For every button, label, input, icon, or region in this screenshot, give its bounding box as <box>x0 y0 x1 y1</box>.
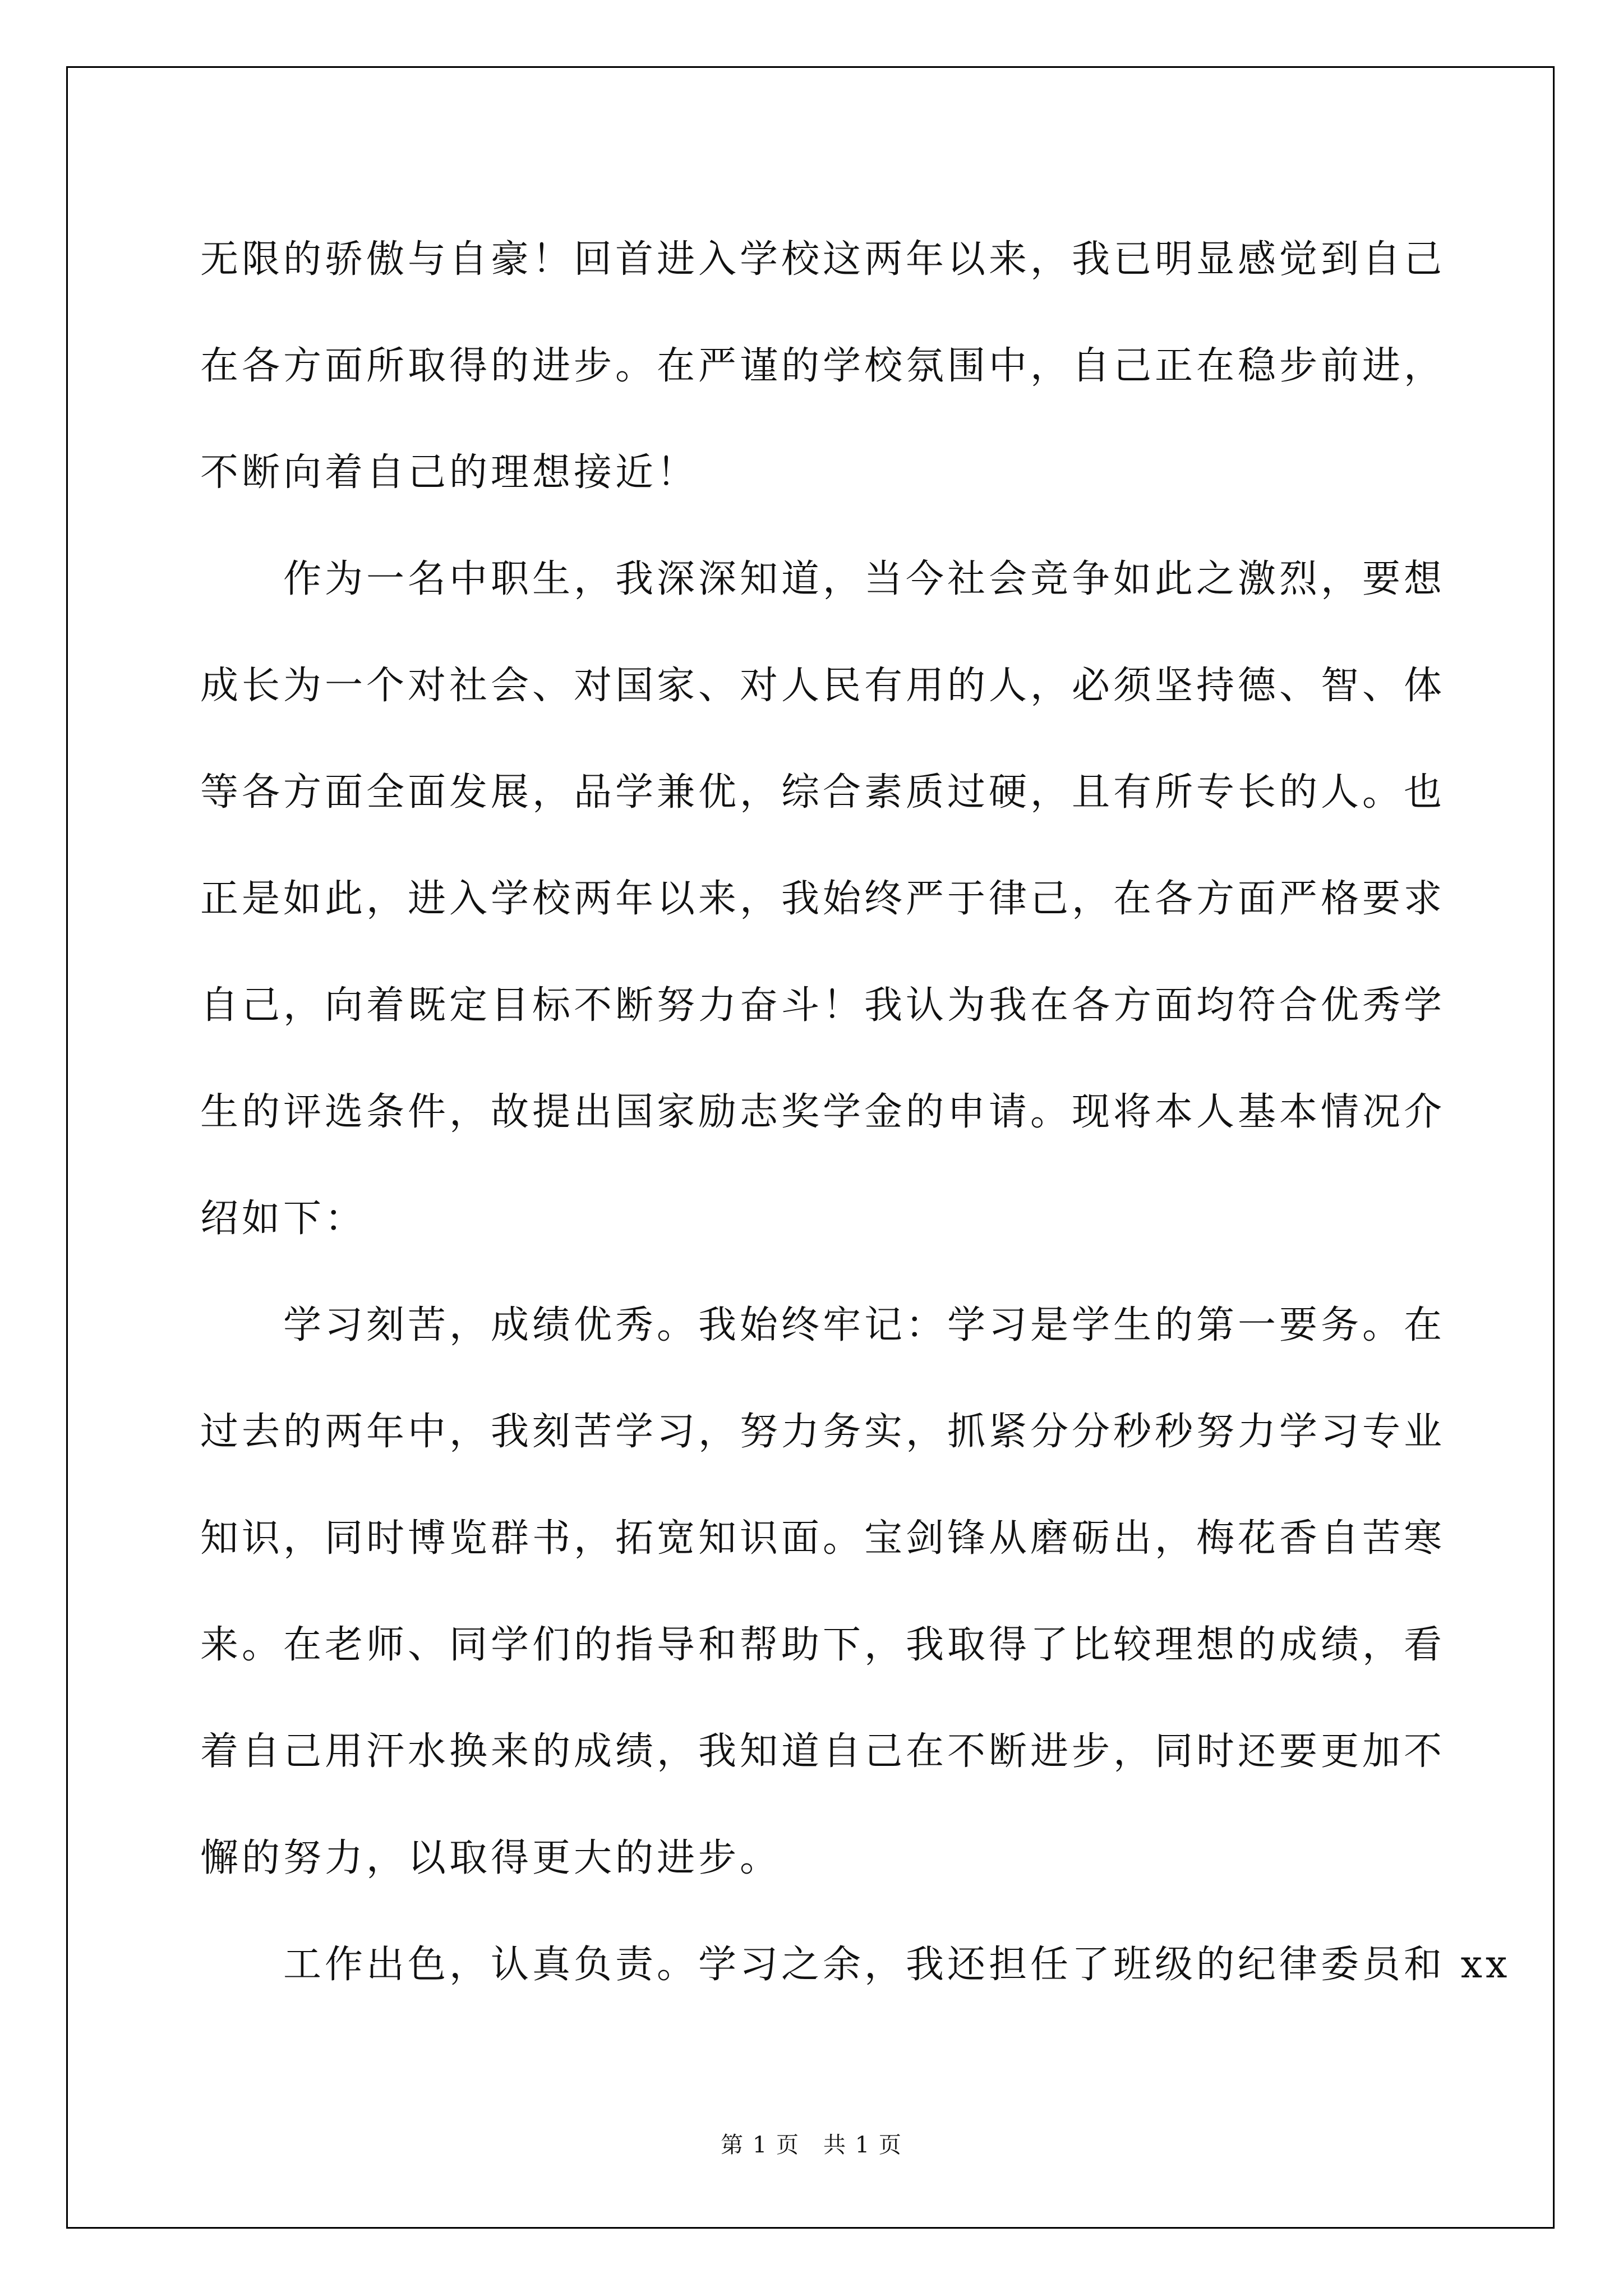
text-line: 正是如此，进入学校两年以来，我始终严于律己，在各方面严格要求 <box>200 877 1446 921</box>
text-line: 懈的努力，以取得更大的进步。 <box>200 1836 782 1880</box>
text-line: 来。在老师、同学们的指导和帮助下，我取得了比较理想的成绩，看 <box>200 1623 1446 1667</box>
text-line: 无限的骄傲与自豪！回首进入学校这两年以来，我已明显感觉到自己 <box>200 237 1446 282</box>
text-line: 工作出色，认真负责。学习之余，我还担任了班级的纪律委员和 xx <box>283 1943 1511 1987</box>
paragraph-4 <box>200 1912 1511 2018</box>
text-line: 作为一名中职生，我深深知道，当今社会竞争如此之激烈，要想 <box>283 557 1446 601</box>
text-line: 生的评选条件，故提出国家励志奖学金的申请。现将本人基本情况介 <box>200 1090 1446 1134</box>
text-line: 在各方面所取得的进步。在严谨的学校氛围中，自己正在稳步前进， <box>200 344 1446 388</box>
paragraph-1 <box>200 206 1446 526</box>
text-line: 着自己用汗水换来的成绩，我知道自己在不断进步，同时还要更加不 <box>200 1729 1446 1774</box>
text-line: 自己，向着既定目标不断努力奋斗！我认为我在各方面均符合优秀学 <box>200 983 1446 1028</box>
page-number-footer: 第 1 页 共 1 页 <box>721 2132 902 2158</box>
document-body <box>200 206 1511 2018</box>
text-line: 知识，同时博览群书，拓宽知识面。宝剑锋从磨砺出，梅花香自苦寒 <box>200 1516 1446 1561</box>
text-line: 绍如下： <box>200 1197 367 1241</box>
text-line: 过去的两年中，我刻苦学习，努力务实，抓紧分分秒秒努力学习专业 <box>200 1410 1446 1454</box>
paragraph-2 <box>200 526 1446 1272</box>
text-line: 不断向着自己的理想接近！ <box>200 450 699 495</box>
text-line: 学习刻苦，成绩优秀。我始终牢记：学习是学生的第一要务。在 <box>283 1303 1446 1347</box>
text-line: 成长为一个对社会、对国家、对人民有用的人，必须坚持德、智、体 <box>200 664 1446 708</box>
paragraph-3 <box>200 1272 1446 1912</box>
text-line: 等各方面全面发展，品学兼优，综合素质过硬，且有所专长的人。也 <box>200 770 1446 815</box>
